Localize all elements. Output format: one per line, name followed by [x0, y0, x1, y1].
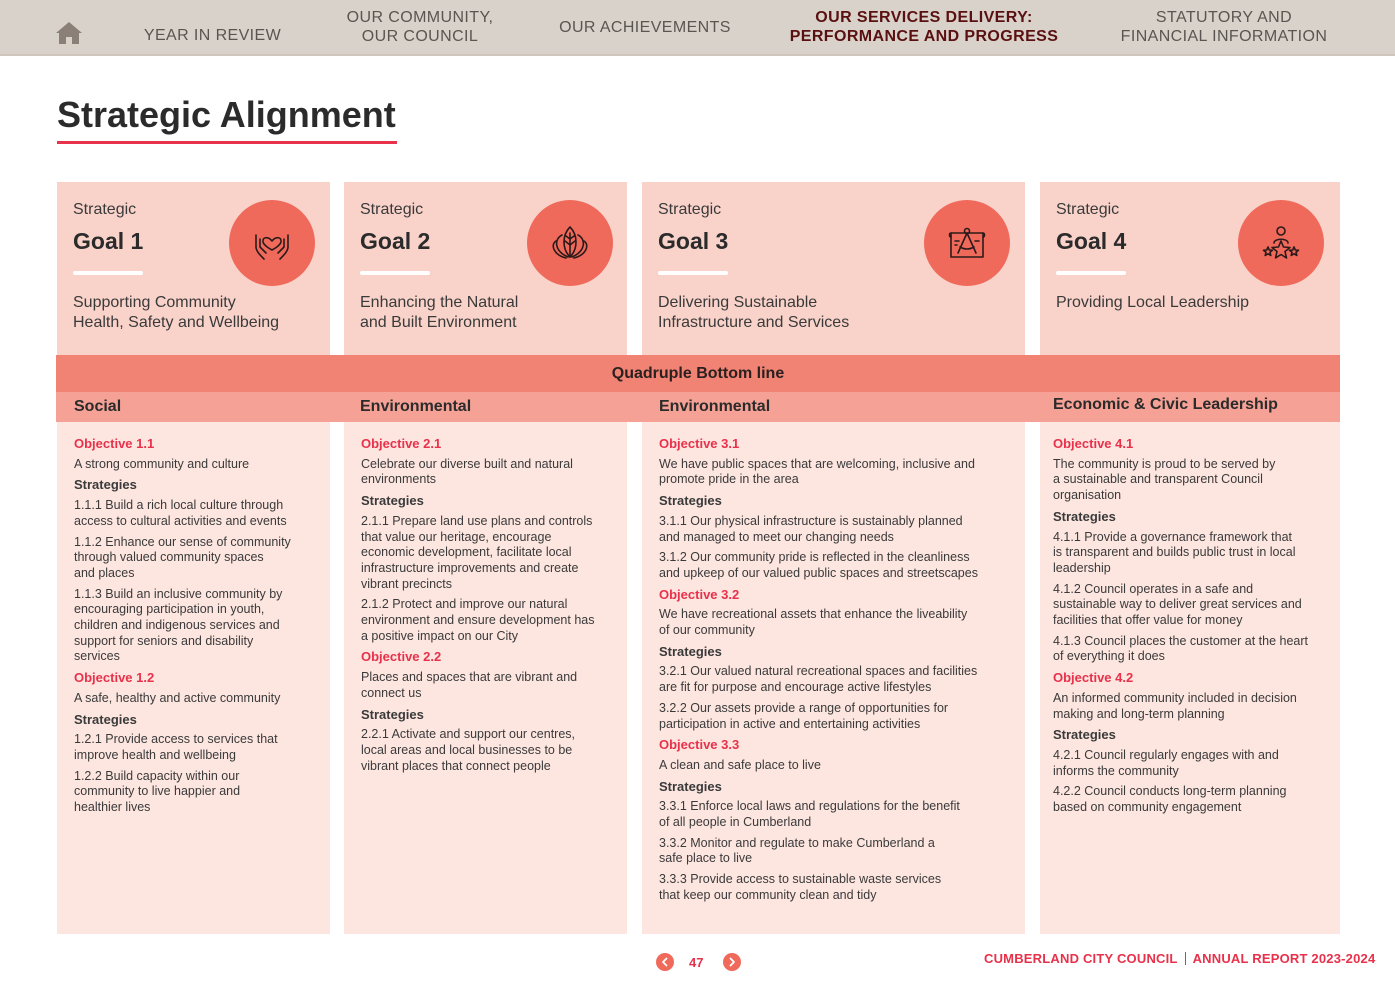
category-environmental-2: Environmental: [659, 398, 771, 415]
objective-text: Places and spaces that are vibrant and connect us: [361, 670, 578, 700]
objective-heading: Objective 3.3: [659, 737, 740, 753]
quadruple-bottom-line-bar: Quadruple Bottom line: [56, 355, 1340, 392]
objective-text: 3.2.2 Our assets provide a range of opportunities for participation in active and entertaining activities: [659, 700, 949, 731]
strategies-heading: Strategies: [659, 493, 722, 509]
goal-label: Strategic: [73, 201, 137, 218]
goal-description: Enhancing the Natural and Built Environment: [360, 294, 519, 331]
objectives-column-2: [344, 422, 627, 934]
goal-description: Providing Local Leadership: [1056, 294, 1250, 311]
home-icon[interactable]: [54, 20, 84, 46]
page-title: Strategic Alignment: [57, 94, 396, 135]
objective-text: 1.2.1 Provide access to services that improve health and wellbeing: [74, 732, 278, 762]
goal-description: Supporting Community Health, Safety and Wellbeing: [73, 294, 280, 331]
category-bar: [56, 392, 1340, 422]
goal-number: Goal 4: [1056, 228, 1127, 254]
objectives-column-4: [1040, 422, 1340, 934]
objective-text: 3.3.3 Provide access to sustainable waste services that keep our community clean and tidy: [659, 872, 942, 902]
column-content: [659, 436, 978, 909]
goal-card-2: [344, 182, 627, 355]
objective-text: 2.1.1 Prepare land use plans and controls that value our heritage, encourage economic development, facilitate local infrastructure improvements and create vibrant precincts: [361, 513, 593, 591]
objective-text: We have public spaces that are welcoming, inclusive and promote pride in the area: [659, 456, 975, 487]
goal-card-3: [642, 182, 1025, 355]
objective-text: 1.1.2 Enhance our sense of community through valued community spaces and places: [74, 534, 291, 580]
footer-publication: [984, 951, 1375, 966]
objective-heading: Objective 4.2: [1053, 670, 1134, 686]
column-content: [74, 436, 291, 821]
objective-text: 1.2.2 Build capacity within our community to live happier and healthier lives: [74, 768, 241, 815]
goal-card-4: [1040, 182, 1340, 355]
category-social: Social: [74, 398, 122, 415]
page-number: 47: [689, 955, 704, 970]
objective-text: 1.1.1 Build a rich local culture through access to cultural activities and events: [74, 498, 287, 528]
column-content: [361, 436, 594, 779]
objective-text: 4.1.2 Council operates in a safe and sustainable way to deliver great services and facilities that offer value for money: [1053, 581, 1302, 628]
goal-divider: [1056, 271, 1126, 275]
nav-our-achievements[interactable]: OUR ACHIEVEMENTS: [559, 18, 731, 36]
footer-org: CUMBERLAND CITY COUNCIL: [984, 951, 1178, 966]
lotus-leaf-icon: [527, 200, 613, 286]
objective-text: 4.2.1 Council regularly engages with and informs the community: [1053, 747, 1279, 778]
goal-card-1: [57, 182, 330, 355]
chevron-left-icon: [660, 957, 670, 967]
objective-heading: Objective 3.2: [659, 586, 740, 602]
strategies-heading: Strategies: [659, 643, 722, 659]
objective-text: A safe, healthy and active community: [74, 690, 281, 705]
strategies-heading: Strategies: [1053, 508, 1116, 524]
chevron-right-icon: [727, 957, 737, 967]
goal-divider: [658, 271, 728, 275]
objective-text: 3.1.2 Our community pride is reflected in the cleanliness and upkeep of our valued public spaces and streetscapes: [659, 550, 978, 580]
nav-statutory-financial[interactable]: STATUTORY AND FINANCIAL INFORMATION: [1120, 9, 1328, 45]
objective-text: The community is proud to be served by a sustainable and transparent Council organisation: [1053, 456, 1276, 503]
strategies-heading: Strategies: [361, 706, 424, 722]
strategies-heading: Strategies: [74, 711, 137, 727]
footer-separator: [1185, 952, 1186, 965]
goal-label: Strategic: [1056, 201, 1120, 218]
nav-year-in-review[interactable]: YEAR IN REVIEW: [143, 26, 282, 44]
objective-text: Celebrate our diverse built and natural environments: [361, 456, 573, 487]
next-page-button[interactable]: [723, 953, 741, 971]
objective-heading: Objective 1.2: [74, 670, 155, 686]
category-economic-civic: Economic & Civic Leadership: [1053, 396, 1278, 413]
objective-text: 3.1.1 Our physical infrastructure is sustainably planned and managed to meet our changing needs: [659, 513, 963, 544]
objective-heading: Objective 4.1: [1053, 436, 1134, 451]
strategies-heading: Strategies: [659, 778, 722, 794]
objective-text: 3.3.1 Enforce local laws and regulations for the benefit of all people in Cumberland: [659, 799, 960, 830]
objective-text: A clean and safe place to live: [659, 757, 821, 772]
objectives-column-3: [642, 422, 1025, 934]
strategies-heading: Strategies: [74, 477, 137, 493]
title-underline: [57, 141, 397, 144]
leader-stars-icon: [1238, 200, 1324, 286]
objective-heading: Objective 2.1: [361, 436, 442, 451]
strategies-heading: Strategies: [361, 493, 424, 509]
goal-label: Strategic: [360, 201, 424, 218]
objective-heading: Objective 1.1: [74, 436, 155, 451]
goal-label: Strategic: [658, 201, 722, 218]
previous-page-button[interactable]: [656, 953, 674, 971]
objective-text: 4.2.2 Council conducts long-term planning based on community engagement: [1053, 784, 1287, 815]
goal-number: Goal 3: [658, 228, 729, 254]
goal-number: Goal 2: [360, 228, 431, 254]
objective-heading: Objective 2.2: [361, 649, 442, 665]
objective-text: A strong community and culture: [74, 456, 250, 471]
objective-heading: Objective 3.1: [659, 436, 740, 451]
objective-text: We have recreational assets that enhance the liveability of our community: [659, 607, 968, 638]
goal-divider: [360, 271, 430, 275]
objectives-column-1: [57, 422, 330, 934]
goal-description: Delivering Sustainable Infrastructure and Services: [658, 294, 850, 331]
column-content: [1053, 436, 1308, 821]
category-environmental-1: Environmental: [360, 398, 472, 415]
objective-text: 1.1.3 Build an inclusive community by encouraging participation in youth, children and indigenous services and support for seniors and disability services: [74, 586, 283, 664]
objective-text: 3.2.1 Our valued natural recreational spaces and facilities are fit for purpose and encourage active lifestyles: [659, 664, 978, 695]
objective-text: An informed community included in decision making and long-term planning: [1053, 690, 1297, 721]
goal-number: Goal 1: [73, 228, 144, 254]
footer-report: ANNUAL REPORT 2023-2024: [1192, 951, 1376, 966]
goal-divider: [73, 271, 143, 275]
hands-heart-icon: [229, 200, 315, 286]
objective-text: 3.3.2 Monitor and regulate to make Cumberland a safe place to live: [659, 835, 935, 866]
strategies-heading: Strategies: [1053, 727, 1116, 743]
objective-text: 2.1.2 Protect and improve our natural environment and ensure development has a positive impact on our City: [361, 597, 595, 643]
blueprint-compass-icon: [924, 200, 1010, 286]
nav-our-community[interactable]: OUR COMMUNITY, OUR COUNCIL: [346, 9, 494, 45]
nav-services-delivery[interactable]: OUR SERVICES DELIVERY: PERFORMANCE AND PROGRESS: [789, 9, 1059, 45]
objective-text: 4.1.1 Provide a governance framework that is transparent and builds public trust in local leadership: [1053, 529, 1296, 575]
objective-text: 2.2.1 Activate and support our centres, local areas and local businesses to be vibrant places that connect people: [361, 727, 576, 773]
objective-text: 4.1.3 Council places the customer at the heart of everything it does: [1053, 633, 1309, 664]
top-navigation: [0, 0, 1395, 56]
